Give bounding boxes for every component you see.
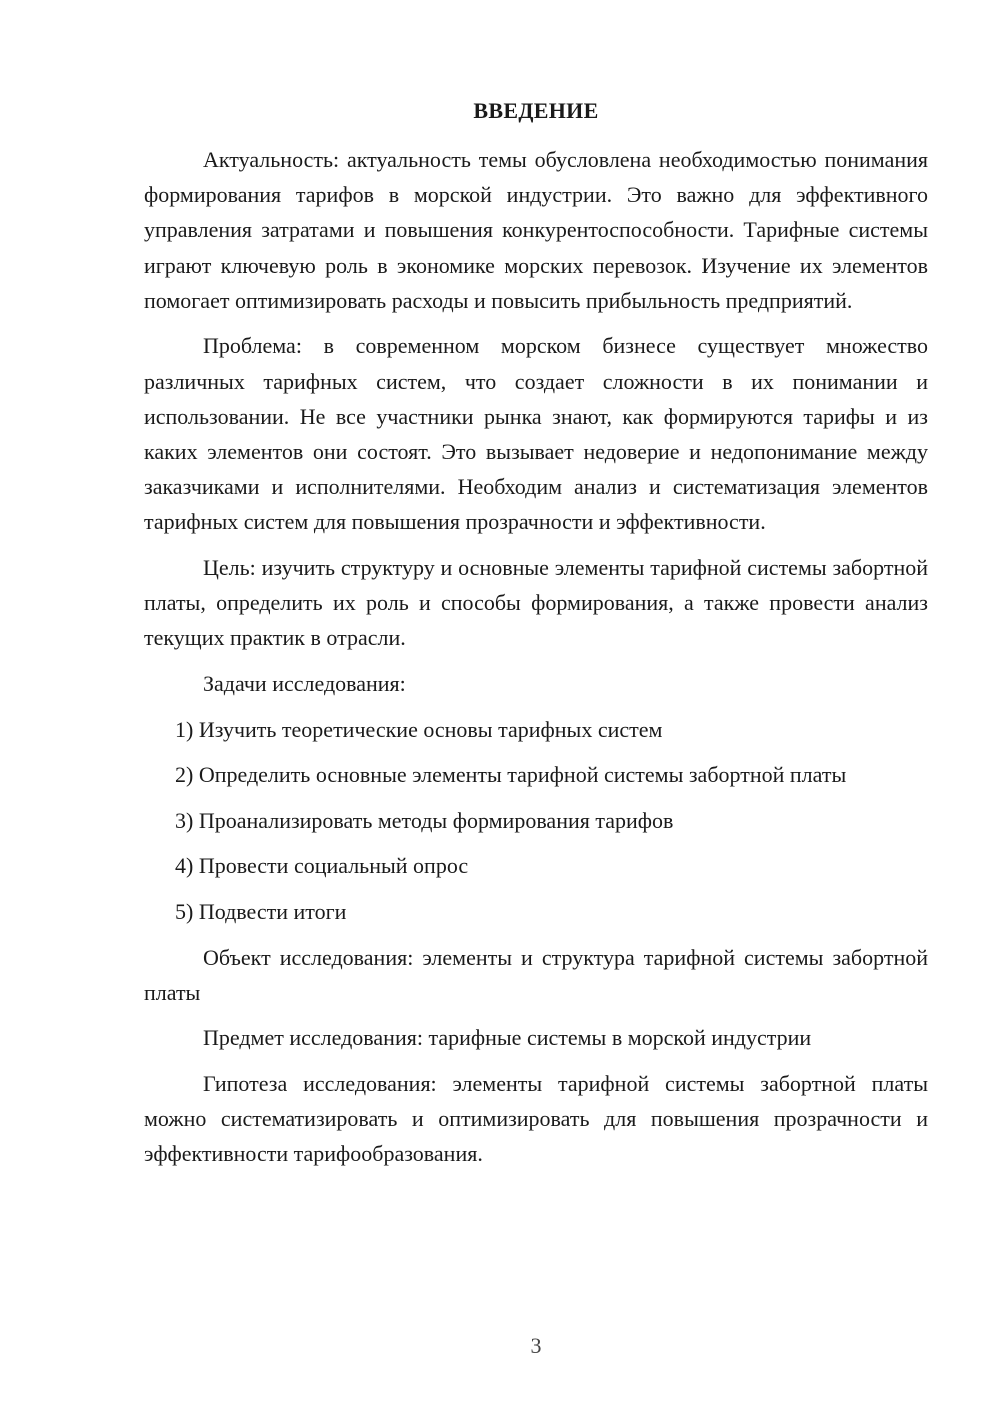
page-number: 3: [530, 1333, 542, 1358]
task-item: 4) Провести социальный опрос: [175, 853, 469, 879]
tasks-heading: Задачи исследования:: [203, 671, 406, 697]
page-title: ВВЕДЕНИЕ: [473, 98, 599, 123]
problem-paragraph: Проблема: в современном морском бизнесе существует множество различных тарифных систем, что создает сложности в их понимании и использовании. Не все участники рынка знают, как формируются тарифы и из каких элементов они состоят. Это вызывает недоверие и недопонимание между заказчиками и исполнителями. Необходим анализ и систематизация элементов тарифных систем для повышения прозрачности и эффективности.: [144, 333, 928, 535]
task-item: 3) Проанализировать методы формирования тарифов: [175, 807, 674, 833]
task-item: 5) Подвести итоги: [175, 898, 347, 924]
goal-paragraph: Цель: изучить структуру и основные элементы тарифной системы забортной платы, определить их роль и способы формирования, а также провести анализ текущих практик в отрасли.: [144, 555, 928, 651]
relevance-paragraph: Актуальность: актуальность темы обусловлена необходимостью понимания формирования тарифов в морской индустрии. Это важно для эффективного управления затратами и повышения конкурентоспособности. Тарифные системы играют ключевую роль в экономике морских перевозок. Изучение их элементов помогает оптимизировать расходы и повысить прибыльность предприятий.: [144, 147, 928, 313]
object-paragraph: Объект исследования: элементы и структура тарифной системы забортной платы: [144, 944, 928, 1005]
subject-paragraph: Предмет исследования: тарифные системы в морской индустрии: [203, 1025, 812, 1051]
document-body: [144, 142, 928, 1172]
task-item: 2) Определить основные элементы тарифной системы забортной платы: [175, 762, 847, 788]
hypothesis-paragraph: Гипотеза исследования: элементы тарифной системы забортной платы можно систематизировать и оптимизировать для повышения прозрачности и эффективности тарифообразования.: [144, 1070, 928, 1167]
task-item: 1) Изучить теоретические основы тарифных систем: [175, 716, 663, 742]
document-page: [144, 0, 928, 1414]
